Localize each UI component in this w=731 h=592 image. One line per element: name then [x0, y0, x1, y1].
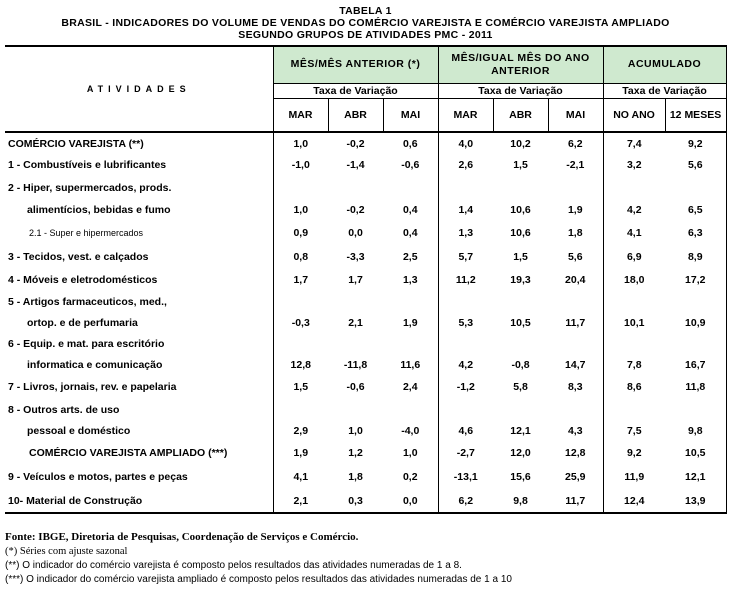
subheader-cell: 12 MESES — [665, 98, 726, 132]
value-cell: 1,9 — [293, 447, 309, 459]
value-cell: 1,0 — [293, 204, 309, 216]
value-cell: 13,9 — [665, 489, 726, 513]
value-cell: 10,2 — [510, 137, 531, 150]
subheader-cell: MAI — [548, 98, 603, 132]
value-cell: 0,6 — [402, 137, 418, 150]
activity-label: 7 - Livros, jornais, rev. e papelaria — [5, 375, 273, 399]
value-cell — [273, 333, 328, 355]
value-cell: 6,9 — [603, 245, 665, 269]
table-row — [5, 441, 726, 465]
value-cell: 11,9 — [603, 465, 665, 489]
table-row — [5, 221, 726, 245]
value-cell — [603, 176, 665, 199]
value-cell — [603, 399, 665, 421]
value-cell: 11,7 — [565, 317, 586, 329]
table-row — [5, 399, 726, 421]
value-cell: 1,9 — [567, 204, 583, 216]
value-cell: 16,7 — [665, 355, 726, 375]
value-cell: 10,6 — [510, 227, 531, 239]
footnote-2: (**) O indicador do comércio varejista é composto pelos resultados das atividades numeradas de 1 a 8. — [5, 560, 462, 571]
value-cell: 5,3 — [438, 313, 493, 333]
value-cell: 1,5 — [513, 251, 528, 263]
table-row — [5, 489, 726, 513]
value-cell: 1,3 — [438, 221, 493, 245]
taxa-header: Taxa de Variação — [603, 83, 726, 98]
value-cell: -0,2 — [346, 137, 365, 150]
value-cell: 5,8 — [513, 381, 528, 393]
value-cell: 2,1 — [348, 317, 363, 329]
value-cell: 25,9 — [565, 471, 586, 483]
group-header-acumulado: ACUMULADO — [603, 46, 726, 83]
value-cell — [548, 176, 603, 199]
value-cell — [438, 399, 493, 421]
value-cell: 9,8 — [665, 421, 726, 441]
activity-label: 6 - Equip. e mat. para escritório — [5, 333, 273, 355]
value-cell — [383, 399, 438, 421]
value-cell: 20,4 — [565, 274, 586, 286]
value-cell: -2,7 — [438, 441, 493, 465]
table-row — [5, 176, 726, 199]
value-cell: 1,5 — [293, 381, 309, 393]
taxa-header: Taxa de Variação — [273, 83, 438, 98]
table-row — [5, 355, 726, 375]
table-title: BRASIL - INDICADORES DO VOLUME DE VENDAS DO COMÉRCIO VAREJISTA E COMÉRCIO VAREJISTA AMPLIADO — [61, 17, 670, 29]
value-cell: -1,4 — [346, 159, 365, 171]
value-cell: 9,2 — [665, 132, 726, 154]
table-row — [5, 154, 726, 176]
table-row — [5, 199, 726, 221]
value-cell: 1,8 — [567, 227, 583, 239]
value-cell — [548, 399, 603, 421]
value-cell — [493, 399, 548, 421]
activity-label: 9 - Veículos e motos, partes e peças — [5, 465, 273, 489]
value-cell — [383, 333, 438, 355]
value-cell: 4,3 — [567, 425, 583, 437]
value-cell — [438, 333, 493, 355]
value-cell: 8,9 — [665, 245, 726, 269]
activity-label: 4 - Móveis e eletrodomésticos — [5, 269, 273, 291]
value-cell: -1,0 — [291, 159, 310, 171]
value-cell: -0,2 — [346, 204, 365, 216]
value-cell — [328, 399, 383, 421]
value-cell: -4,0 — [401, 425, 420, 437]
value-cell: 0,3 — [328, 489, 383, 513]
table-row — [5, 245, 726, 269]
subheader-cell: ABR — [493, 98, 548, 132]
value-cell — [438, 176, 493, 199]
value-cell: 5,6 — [665, 154, 726, 176]
value-cell — [273, 399, 328, 421]
value-cell: 4,2 — [438, 355, 493, 375]
footnote-1: (*) Séries com ajuste sazonal — [5, 546, 128, 557]
value-cell: 12,8 — [565, 447, 586, 459]
value-cell: 11,6 — [400, 359, 421, 371]
value-cell: 14,7 — [565, 359, 586, 371]
value-cell: 19,3 — [510, 274, 531, 286]
activity-label: informatica e comunicação — [5, 355, 273, 375]
value-cell: 7,8 — [603, 355, 665, 375]
value-cell: -1,2 — [438, 375, 493, 399]
value-cell: 4,0 — [438, 132, 493, 154]
subheader-cell: MAR — [273, 98, 328, 132]
group-header-mes-anterior: MÊS/MÊS ANTERIOR (*) — [273, 46, 438, 83]
value-cell: 11,8 — [665, 375, 726, 399]
value-cell: 12,1 — [510, 425, 531, 437]
table-row — [5, 465, 726, 489]
value-cell: 5,7 — [438, 245, 493, 269]
value-cell — [665, 399, 726, 421]
group-header-mes-ano-anterior: MÊS/IGUAL MÊS DO ANO ANTERIOR — [438, 46, 603, 83]
value-cell: 10,1 — [603, 313, 665, 333]
value-cell: -0,6 — [401, 159, 420, 171]
value-cell: -3,3 — [346, 251, 365, 263]
activity-label: ortop. e de perfumaria — [5, 313, 273, 333]
activity-label: COMÉRCIO VAREJISTA (**) — [5, 132, 273, 154]
value-cell — [493, 333, 548, 355]
value-cell: 1,0 — [293, 137, 309, 150]
table-row — [5, 421, 726, 441]
value-cell: 10,9 — [665, 313, 726, 333]
table-row — [5, 313, 726, 333]
value-cell: 6,2 — [567, 137, 583, 150]
indicators-table — [5, 45, 727, 514]
source-note: Fonte: IBGE, Diretoria de Pesquisas, Coordenação de Serviços e Comércio. — [5, 531, 359, 543]
value-cell: 8,6 — [603, 375, 665, 399]
value-cell: -13,1 — [438, 465, 493, 489]
value-cell — [328, 291, 383, 313]
value-cell: 2,5 — [402, 251, 418, 263]
value-cell: 10,5 — [665, 441, 726, 465]
value-cell: -0,8 — [511, 359, 530, 371]
value-cell: 1,0 — [402, 447, 418, 459]
value-cell: -2,1 — [566, 159, 585, 171]
value-cell — [665, 333, 726, 355]
activity-label: 8 - Outros arts. de uso — [5, 399, 273, 421]
value-cell: 1,7 — [348, 274, 363, 286]
activity-label: 5 - Artigos farmaceuticos, med., — [5, 291, 273, 313]
value-cell: 4,2 — [603, 199, 665, 221]
value-cell: 0,8 — [293, 251, 309, 263]
table-row — [5, 132, 726, 154]
value-cell: 2,9 — [293, 425, 309, 437]
subheader-cell: NO ANO — [603, 98, 665, 132]
activity-label: 2.1 - Super e hipermercados — [5, 221, 273, 245]
activity-label: 1 - Combustíveis e lubrificantes — [5, 154, 273, 176]
value-cell: 0,4 — [402, 204, 418, 216]
value-cell: 2,6 — [438, 154, 493, 176]
activity-label: 10- Material de Construção — [5, 489, 273, 513]
activity-label: 3 - Tecidos, vest. e calçados — [5, 245, 273, 269]
value-cell: -11,8 — [343, 359, 368, 371]
value-cell: 9,2 — [603, 441, 665, 465]
value-cell — [438, 291, 493, 313]
value-cell: 1,0 — [348, 425, 363, 437]
activity-label: 2 - Hiper, supermercados, prods. — [5, 176, 273, 199]
activity-label: alimentícios, bebidas e fumo — [5, 199, 273, 221]
table-row — [5, 291, 726, 313]
table-row — [5, 333, 726, 355]
subheader-cell: ABR — [328, 98, 383, 132]
value-cell — [665, 291, 726, 313]
value-cell — [273, 176, 328, 199]
value-cell: 5,6 — [567, 251, 583, 263]
value-cell — [548, 291, 603, 313]
subheader-cell: MAI — [383, 98, 438, 132]
value-cell: 4,6 — [438, 421, 493, 441]
value-cell: 12,0 — [510, 447, 531, 459]
activity-label: COMÉRCIO VAREJISTA AMPLIADO (***) — [5, 441, 273, 465]
value-cell: 6,2 — [438, 489, 493, 513]
value-cell — [383, 291, 438, 313]
value-cell: 0,0 — [348, 227, 363, 239]
value-cell — [603, 333, 665, 355]
value-cell: 1,7 — [293, 274, 309, 286]
value-cell: 1,8 — [348, 471, 363, 483]
value-cell: 8,3 — [567, 381, 583, 393]
subheader-cell: MAR — [438, 98, 493, 132]
value-cell: 0,9 — [293, 227, 309, 239]
value-cell: 3,2 — [603, 154, 665, 176]
value-cell: 4,1 — [293, 471, 309, 483]
value-cell: 0,2 — [402, 471, 418, 483]
value-cell: 0,0 — [383, 489, 438, 513]
value-cell: 10,5 — [510, 317, 531, 329]
table-subtitle: SEGUNDO GRUPOS DE ATIVIDADES PMC - 2011 — [238, 29, 493, 41]
value-cell: 15,6 — [510, 471, 531, 483]
value-cell: 1,4 — [438, 199, 493, 221]
value-cell: 2,1 — [273, 489, 328, 513]
value-cell: 6,3 — [665, 221, 726, 245]
value-cell: 7,5 — [603, 421, 665, 441]
value-cell: 12,1 — [665, 465, 726, 489]
value-cell: 12,4 — [603, 489, 665, 513]
value-cell: 1,9 — [402, 317, 418, 329]
value-cell: 0,4 — [402, 227, 418, 239]
value-cell — [328, 176, 383, 199]
table-number: TABELA 1 — [339, 5, 392, 17]
value-cell: 18,0 — [603, 269, 665, 291]
taxa-header: Taxa de Variação — [438, 83, 603, 98]
value-cell: 11,7 — [548, 489, 603, 513]
value-cell: 2,4 — [402, 381, 418, 393]
value-cell — [493, 291, 548, 313]
value-cell: 1,2 — [348, 447, 363, 459]
value-cell: 7,4 — [603, 132, 665, 154]
value-cell — [665, 176, 726, 199]
value-cell: 17,2 — [665, 269, 726, 291]
value-cell: 12,8 — [290, 359, 311, 371]
value-cell — [383, 176, 438, 199]
value-cell — [603, 291, 665, 313]
value-cell: 6,5 — [665, 199, 726, 221]
atividades-header: ATIVIDADES — [5, 46, 273, 132]
value-cell: -0,6 — [346, 381, 365, 393]
value-cell: 1,3 — [402, 274, 418, 286]
value-cell — [273, 291, 328, 313]
value-cell: 1,5 — [513, 159, 528, 171]
table-row — [5, 375, 726, 399]
value-cell: 10,6 — [510, 204, 531, 216]
table-row — [5, 269, 726, 291]
value-cell — [328, 333, 383, 355]
value-cell: 11,2 — [438, 269, 493, 291]
value-cell: 4,1 — [603, 221, 665, 245]
value-cell — [548, 333, 603, 355]
footnote-3: (***) O indicador do comércio varejista ampliado é composto pelos resultados das atividades numeradas de 1 a 10 — [5, 574, 512, 585]
activity-label: pessoal e doméstico — [5, 421, 273, 441]
value-cell: -0,3 — [291, 317, 310, 329]
value-cell: 9,8 — [493, 489, 548, 513]
value-cell — [493, 176, 548, 199]
